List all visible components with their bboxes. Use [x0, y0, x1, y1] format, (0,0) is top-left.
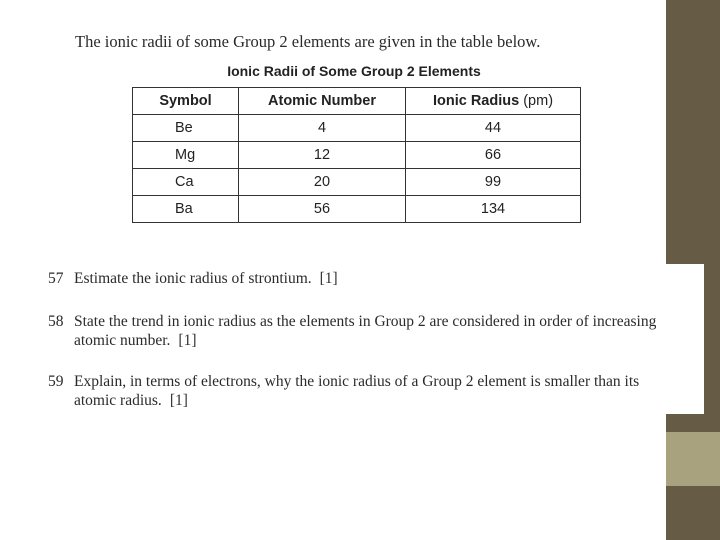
ionic-radii-table: [132, 87, 581, 223]
question-57: [48, 269, 674, 288]
cell-ionic-radius: 134: [406, 196, 581, 223]
question-59: [48, 372, 674, 410]
cell-symbol: Ca: [133, 169, 239, 196]
intro-text: The ionic radii of some Group 2 elements are given in the table below.: [75, 32, 541, 51]
header-symbol: Symbol: [133, 88, 239, 115]
table-header-row: [133, 88, 581, 115]
table-title: Ionic Radii of Some Group 2 Elements: [227, 63, 481, 79]
question-text: [74, 269, 674, 288]
cell-symbol: Be: [133, 115, 239, 142]
question-body: Estimate the ionic radius of strontium.: [74, 270, 312, 287]
cell-ionic-radius: 44: [406, 115, 581, 142]
question-body: State the trend in ionic radius as the elements in Group 2 are considered in order of increasing atomic number.: [74, 313, 657, 349]
question-58: [48, 312, 674, 350]
cell-atomic-number: 20: [239, 169, 406, 196]
table-row: [133, 142, 581, 169]
cell-atomic-number: 4: [239, 115, 406, 142]
cell-symbol: Mg: [133, 142, 239, 169]
cell-symbol: Ba: [133, 196, 239, 223]
slide-accent-square: [666, 432, 720, 486]
header-ionic-radius: [406, 88, 581, 115]
question-number: 57: [48, 270, 64, 287]
question-number: 58: [48, 313, 64, 330]
question-text: [74, 312, 674, 350]
scanned-question-header: [47, 30, 661, 240]
question-number: 59: [48, 373, 64, 390]
header-ionic-radius-label: Ionic Radius: [432, 93, 520, 109]
table-row: [133, 169, 581, 196]
cell-ionic-radius: 99: [406, 169, 581, 196]
header-unit: (pm): [523, 93, 554, 109]
scanned-questions: [40, 264, 704, 414]
question-body: Explain, in terms of electrons, why the ionic radius of a Group 2 element is smaller than its atomic radius.: [74, 373, 640, 409]
cell-atomic-number: 12: [239, 142, 406, 169]
header-atomic-number: Atomic Number: [239, 88, 406, 115]
question-marks: [1]: [169, 392, 188, 409]
cell-ionic-radius: 66: [406, 142, 581, 169]
question-text: [74, 372, 674, 410]
table-row: [133, 196, 581, 223]
question-marks: [1]: [178, 332, 197, 349]
table-row: [133, 115, 581, 142]
question-marks: [1]: [319, 270, 338, 287]
cell-atomic-number: 56: [239, 196, 406, 223]
